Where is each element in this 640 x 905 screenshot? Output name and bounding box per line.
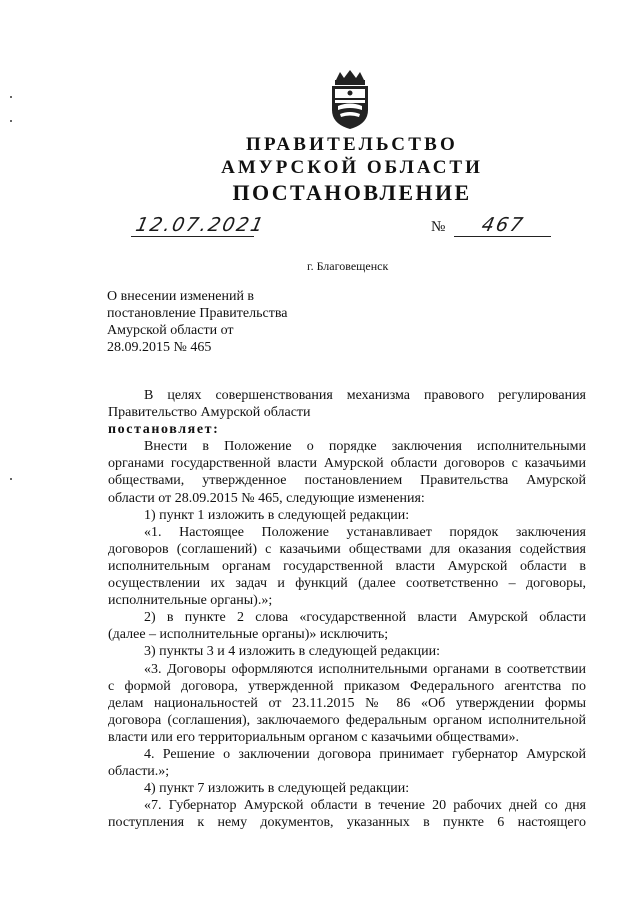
body-line: области от 28.09.2015 № 465, следующие изменения:	[108, 490, 425, 506]
subject-line: постановление Правительства	[107, 306, 288, 321]
body-line: (далее – исполнительные органы)» исключить;	[108, 627, 389, 643]
scan-speck	[10, 96, 12, 98]
scan-speck	[10, 120, 12, 122]
city: г. Благовещенск	[307, 259, 389, 273]
body-line: делам национальностей от 23.11.2015 № 86 «Об утверждении формы	[108, 695, 586, 711]
body-line: с формой договора, утвержденной приказом Федерального агентства по	[108, 678, 586, 694]
subject-line: О внесении изменений в	[107, 289, 255, 304]
scan-speck	[10, 478, 12, 480]
document-type-title: ПОСТАНОВЛЕНИЕ	[232, 180, 472, 205]
body-line: договоров (соглашений) с казачьими обществами для оказания содействия	[108, 541, 586, 557]
number-label: №	[431, 219, 446, 235]
body-line: осуществлении их задач и функций (далее соответственно – договоры,	[108, 576, 586, 592]
body-line: поступления к нему документов, указанных в пункте 6 настоящего	[108, 815, 586, 831]
body-line: органами государственной власти Амурской области договоров с казачьими	[108, 456, 586, 472]
body-line: исполнительные органы).»;	[108, 593, 273, 609]
body-line: «3. Договоры оформляются исполнительными органами в соответствии	[144, 661, 586, 677]
body-line: 3) пункты 3 и 4 изложить в следующей редакции:	[144, 644, 441, 660]
body-line: власти или его территориальным органом с казачьими обществами».	[108, 729, 520, 745]
subject-line: Амурской области от	[107, 323, 234, 338]
body-line: исполнительным органам государственной власти Амурской области в	[108, 558, 586, 574]
body-line: Внести в Положение о порядке заключения исполнительными	[144, 439, 586, 455]
resolution-keyword: постановляет:	[108, 422, 220, 438]
body-line: «7. Губернатор Амурской области в течение 20 рабочих дней со дня	[144, 798, 586, 814]
document-date: 12.07.2021	[133, 214, 268, 236]
body-line: 2) в пункте 2 слова «государственной власти Амурской области	[144, 610, 586, 626]
region-title: АМУРСКОЙ ОБЛАСТИ	[221, 157, 483, 178]
body-line: «1. Настоящее Положение устанавливает порядок заключения	[144, 524, 586, 540]
body-line: 4. Решение о заключении договора принимает губернатор Амурской	[144, 746, 586, 762]
subject-line: 28.09.2015 № 465	[107, 340, 212, 355]
body-line: Правительство Амурской области	[108, 405, 311, 421]
government-title: ПРАВИТЕЛЬСТВО	[246, 134, 458, 155]
body-line: В целях совершенствования механизма правового регулирования	[144, 388, 586, 403]
body-line: обществами, утвержденное постановлением Правительства Амурской	[108, 473, 586, 489]
number-underline	[454, 236, 551, 237]
body-line: договора (соглашения), заключаемого федеральным органом исполнительной	[108, 712, 586, 728]
amur-region-coat-of-arms-icon	[326, 70, 374, 130]
date-underline	[131, 236, 254, 237]
body-line: области.»;	[108, 764, 170, 780]
document-subject	[107, 288, 307, 356]
body-line: 1) пункт 1 изложить в следующей редакции:	[144, 507, 410, 523]
document-body	[108, 387, 586, 831]
body-line: 4) пункт 7 изложить в следующей редакции:	[144, 781, 410, 797]
document-number: 467	[479, 214, 527, 236]
